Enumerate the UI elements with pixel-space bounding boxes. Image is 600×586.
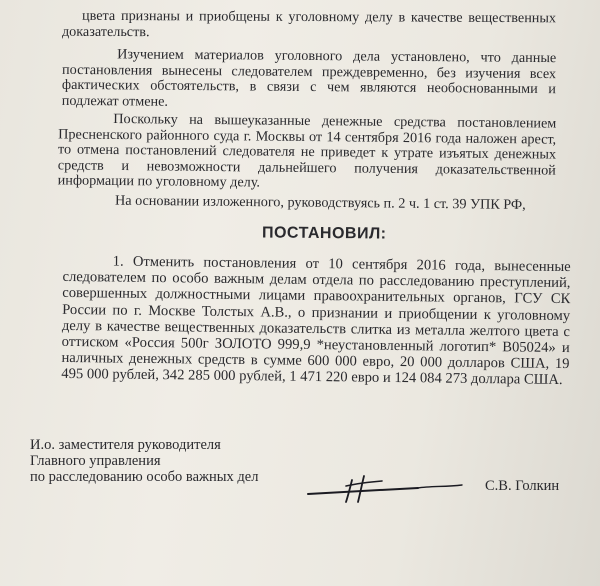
signatory-title-line1: И.о. заместителя руководителя: [30, 437, 221, 453]
paragraph-study: Изучением материалов уголовного дела установлено, что данные постановления вынесены следователем преждевременно, без изучения всех фактических обстоятельств, в связи с чем являются необоснованными и подлежат отмене.: [61, 46, 557, 110]
signatory-title-line3: по расследованию особо важных дел: [30, 469, 259, 485]
resolution-heading: ПОСТАНОВИЛ:: [261, 224, 387, 243]
handwritten-signature: [300, 470, 470, 510]
paragraph-continuation: цвета признаны и приобщены к уголовному делу в качестве вещественных доказательств.: [61, 7, 557, 40]
paragraph-basis: На основании изложенного, руководствуясь п. 2 ч. 1 ст. 39 УПК РФ,: [114, 192, 526, 213]
signatory-title-line2: Главного управления: [30, 453, 161, 469]
signatory-name: С.В. Голкин: [485, 478, 560, 494]
signatory-title: [30, 437, 258, 485]
paragraph-arrest: Поскольку на вышеуказанные денежные средства постановлением Пресненского районного суда г. Москвы от 14 сентября 2016 года наложен арест, то отмена постановлений следователя не приведет к утрате изъятых денежных средств и невозможности дальнейшего получения доказательственной информации по уголовному делу.: [57, 110, 557, 191]
paragraph-resolution: 1. Отменить постановления от 10 сентября 2016 года, вынесенные следователем по особо важным делам отдела по расследованию преступлений, совершенных должностными лицами правоохранительных органов, ГСУ СК России по г. Москве Толстых А.В., о признании и приобщении к уголовному делу в качестве вещественных доказательств слитка из металла желтого цвета с оттиском «Россия 500г ЗОЛОТО 999,9 *неустановленный логотип* B05024» и наличных денежных средств в сумме 600 000 евро, 20 000 долларов США, 19 495 000 рублей, 342 285 000 рублей, 1 471 220 евро и 124 084 273 доллара США.: [61, 253, 571, 389]
